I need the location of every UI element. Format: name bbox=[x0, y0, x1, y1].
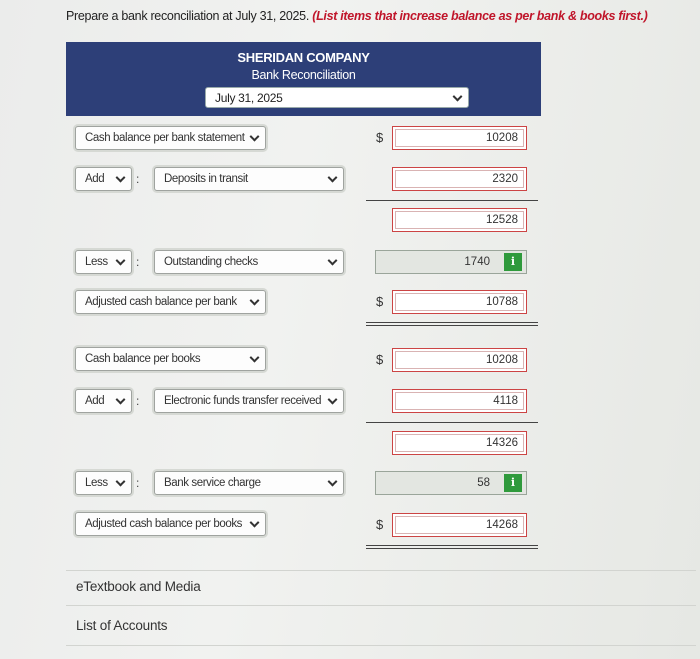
reconciliation-header bbox=[66, 42, 541, 116]
books-less-item-label: Bank service charge bbox=[164, 477, 261, 489]
books-less-item-select[interactable] bbox=[154, 471, 344, 495]
books-balance-select[interactable] bbox=[75, 347, 266, 371]
bank-less-item-label: Outstanding checks bbox=[164, 256, 258, 268]
bank-balance-select[interactable] bbox=[75, 126, 266, 150]
chevron-down-icon bbox=[453, 91, 463, 101]
bank-add-value: 2320 bbox=[492, 173, 518, 185]
bank-balance-label: Cash balance per bank statement bbox=[85, 132, 245, 144]
chevron-down-icon bbox=[250, 296, 260, 306]
bank-balance-value: 10208 bbox=[486, 132, 518, 144]
books-add-value: 4118 bbox=[493, 395, 518, 407]
books-adjusted-value: 14268 bbox=[486, 519, 518, 531]
bank-add-input[interactable] bbox=[392, 167, 527, 191]
section-divider bbox=[66, 605, 696, 606]
section-divider bbox=[66, 570, 696, 571]
chevron-down-icon bbox=[116, 173, 126, 183]
bank-less-input[interactable] bbox=[375, 250, 527, 274]
subtotal-underline bbox=[366, 422, 538, 423]
books-adjusted-select[interactable] bbox=[75, 512, 266, 536]
instructions-text: Prepare a bank reconciliation at July 31, 2025. bbox=[66, 9, 310, 23]
bank-add-label: Add bbox=[85, 173, 105, 185]
books-add-input[interactable] bbox=[392, 389, 527, 413]
date-select-value: July 31, 2025 bbox=[215, 91, 283, 105]
books-balance-value: 10208 bbox=[486, 354, 518, 366]
books-add-item-label: Electronic funds transfer received bbox=[164, 395, 322, 407]
books-less-select[interactable] bbox=[75, 471, 132, 495]
bank-adjusted-select[interactable] bbox=[75, 290, 266, 314]
bank-subtotal-input[interactable] bbox=[392, 208, 527, 232]
separator-colon: : bbox=[136, 255, 140, 269]
bank-less-value: 1740 bbox=[464, 256, 490, 268]
separator-colon: : bbox=[136, 172, 140, 186]
books-balance-input[interactable] bbox=[392, 348, 527, 372]
chevron-down-icon bbox=[116, 256, 126, 266]
books-less-input[interactable] bbox=[375, 471, 527, 495]
bank-add-item-label: Deposits in transit bbox=[164, 173, 248, 185]
books-less-label: Less bbox=[85, 477, 108, 489]
books-add-label: Add bbox=[85, 395, 105, 407]
list-of-accounts-link[interactable]: List of Accounts bbox=[76, 618, 168, 633]
books-adjusted-label: Adjusted cash balance per books bbox=[85, 518, 243, 530]
bank-adjusted-input[interactable] bbox=[392, 290, 527, 314]
chevron-down-icon bbox=[250, 353, 260, 363]
books-less-value: 58 bbox=[477, 477, 490, 489]
bank-subtotal-value: 12528 bbox=[486, 214, 518, 226]
chevron-down-icon bbox=[116, 477, 126, 487]
chevron-down-icon bbox=[328, 173, 338, 183]
chevron-down-icon bbox=[116, 395, 126, 405]
chevron-down-icon bbox=[250, 132, 260, 142]
separator-colon: : bbox=[136, 394, 140, 408]
books-subtotal-value: 14326 bbox=[486, 437, 518, 449]
separator-colon: : bbox=[136, 476, 140, 490]
chevron-down-icon bbox=[250, 518, 260, 528]
books-subtotal-input[interactable] bbox=[392, 431, 527, 455]
currency-symbol: $ bbox=[376, 517, 384, 532]
bank-adjusted-label: Adjusted cash balance per bank bbox=[85, 296, 237, 308]
currency-symbol: $ bbox=[376, 294, 384, 309]
info-icon[interactable]: i bbox=[504, 474, 522, 492]
bank-add-select[interactable] bbox=[75, 167, 132, 191]
etextbook-link[interactable]: eTextbook and Media bbox=[76, 579, 201, 594]
statement-title: Bank Reconciliation bbox=[251, 68, 356, 82]
bank-less-item-select[interactable] bbox=[154, 250, 344, 274]
books-adjusted-input[interactable] bbox=[392, 513, 527, 537]
total-double-underline bbox=[366, 322, 538, 326]
chevron-down-icon bbox=[328, 395, 338, 405]
books-add-select[interactable] bbox=[75, 389, 132, 413]
instructions bbox=[66, 9, 648, 23]
currency-symbol: $ bbox=[376, 352, 384, 367]
books-add-item-select[interactable] bbox=[154, 389, 344, 413]
instructions-emphasis: (List items that increase balance as per bank & books first.) bbox=[312, 9, 648, 23]
currency-symbol: $ bbox=[376, 130, 384, 145]
bank-balance-input[interactable] bbox=[392, 126, 527, 150]
bank-add-item-select[interactable] bbox=[154, 167, 344, 191]
section-divider bbox=[66, 645, 696, 646]
bank-less-label: Less bbox=[85, 256, 108, 268]
date-select[interactable] bbox=[205, 87, 469, 108]
chevron-down-icon bbox=[328, 477, 338, 487]
info-icon[interactable]: i bbox=[504, 253, 522, 271]
books-balance-label: Cash balance per books bbox=[85, 353, 201, 365]
company-name: SHERIDAN COMPANY bbox=[237, 50, 370, 65]
total-double-underline bbox=[366, 545, 538, 549]
bank-adjusted-value: 10788 bbox=[486, 296, 518, 308]
subtotal-underline bbox=[366, 200, 538, 201]
bank-less-select[interactable] bbox=[75, 250, 132, 274]
chevron-down-icon bbox=[328, 256, 338, 266]
